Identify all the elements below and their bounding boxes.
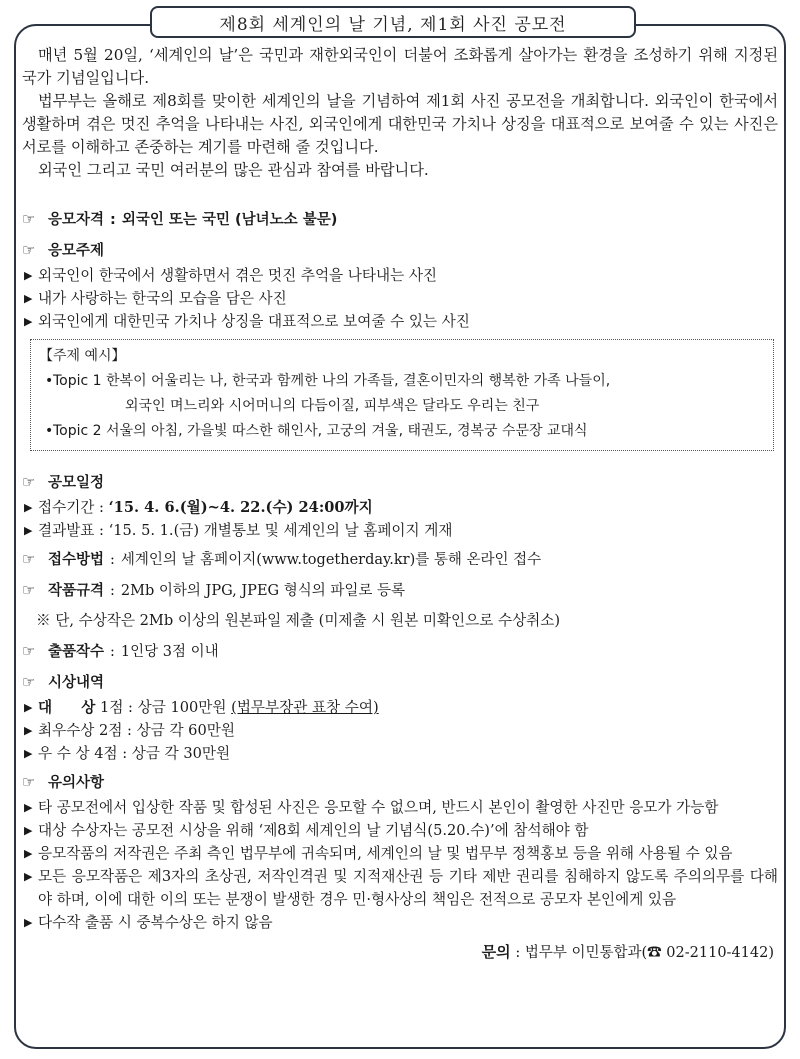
method-section: ☞ 접수방법 : 세계인의 날 홈페이지(www.togetherday.kr)를 통해 온라인 접수: [22, 546, 778, 573]
triangle-bullet-icon: ▶: [24, 315, 33, 328]
triangle-bullet-icon: ▶: [24, 701, 33, 714]
pointing-hand-icon: ☞: [22, 642, 36, 660]
section-heading: 응모주제: [48, 243, 105, 259]
section-heading: 작품규격: [48, 583, 105, 599]
intro: [22, 44, 778, 182]
theme-section: [22, 237, 778, 264]
list-item: ▶ 외국인이 한국에서 생활하면서 겪은 멋진 추억을 나타내는 사진: [22, 264, 778, 287]
topic-item-continued: 외국인 며느리와 시어머니의 다듬이질, 피부색은 달라도 우리는 친구: [125, 398, 540, 414]
section-heading: 출품작수: [48, 644, 105, 660]
inquiry-label: 문의: [481, 943, 511, 961]
list-item: ▶ 내가 사랑하는 한국의 모습을 담은 사진: [22, 287, 778, 310]
spec-value: 2Mb 이하의 JPG, JPEG 형식의 파일로 등록: [120, 583, 405, 599]
pointing-hand-icon: ☞: [22, 210, 36, 228]
topic-item: • Topic 2 서울의 아침, 가을빛 따스한 해인사, 고궁의 겨울, 태권도, 경복궁 수문장 교대식: [45, 423, 588, 439]
award-item: ▶ 우 수 상 4점 : 상금 각 30만원: [22, 742, 778, 765]
list-item: ▶ 모든 응모작품은 제3자의 초상권, 저작인격권 및 지적재산권 등 기타 제반 권리를 침해하지 않도록 주의의무를 다해야 하며, 이에 대한 이의 또는 분쟁이 발생한 경우 민·형사상의 책임은 전적으로 공모자 본인에게 있음: [22, 865, 778, 911]
triangle-bullet-icon: ▶: [24, 524, 33, 537]
pointing-hand-icon: ☞: [22, 773, 36, 791]
triangle-bullet-icon: ▶: [24, 870, 33, 883]
triangle-bullet-icon: ▶: [24, 724, 33, 737]
pointing-hand-icon: ☞: [22, 241, 36, 259]
list-item: ▶ 타 공모전에서 입상한 작품 및 합성된 사진은 응모할 수 없으며, 반드시 본인이 촬영한 사진만 응모가 가능함: [22, 796, 778, 819]
examples-label: 【주제 예시】: [39, 348, 126, 364]
section-heading: 시상내역: [48, 675, 105, 691]
section-heading: 응모자격: [48, 212, 105, 228]
notice-content: [22, 44, 778, 967]
triangle-bullet-icon: ▶: [24, 824, 33, 837]
triangle-bullet-icon: ▶: [24, 292, 33, 305]
pointing-hand-icon: ☞: [22, 673, 36, 691]
topic-item: • Topic 1 한복이 어울리는 나, 한국과 함께한 나의 가족들, 결혼이민자의 행복한 가족 나들이,: [45, 373, 611, 389]
schedule-section: [22, 469, 778, 496]
inquiry-value: 법무부 이민통합과(☎ 02-2110-4142): [524, 945, 774, 961]
triangle-bullet-icon: ▶: [24, 747, 33, 760]
pointing-hand-icon: ☞: [22, 550, 36, 568]
spec-note: ※ 단, 수상작은 2Mb 이상의 원본파일 제출 (미제출 시 원본 미확인으로 수상취소): [36, 612, 561, 629]
count-value: 1인당 3점 이내: [120, 644, 219, 660]
inquiry: 문의 : 법무부 이민통합과(☎ 02-2110-4142): [481, 943, 774, 961]
triangle-bullet-icon: ▶: [24, 269, 33, 282]
section-heading: 유의사항: [48, 775, 105, 791]
page-title: 제8회 세계인의 날 기념, 제1회 사진 공모전: [150, 6, 636, 38]
pointing-hand-icon: ☞: [22, 473, 36, 491]
intro-paragraph: [22, 90, 778, 159]
intro-text: 매년 5월 20일, ‘세계인의 날’은 국민과 재한외국인이 더불어 조화롭게 살아가는 환경을 조성하기 위해 지정된 국가 기념일입니다.: [22, 46, 778, 87]
pointing-hand-icon: ☞: [22, 581, 36, 599]
intro-paragraph: [22, 159, 778, 182]
qualification-value: 외국인 또는 국민 (남녀노소 불문): [121, 212, 338, 228]
award-item: ▶ 대 상 1점 : 상금 100만원 (법무부장관 표창 수여): [22, 696, 778, 719]
section-heading: 접수방법: [48, 552, 105, 568]
triangle-bullet-icon: ▶: [24, 801, 33, 814]
count-section: ☞ 출품작수 : 1인당 3점 이내: [22, 638, 778, 665]
topic-examples-box: [30, 339, 774, 451]
award-item: ▶ 최우수상 2점 : 상금 각 60만원: [22, 719, 778, 742]
section-heading: 공모일정: [48, 475, 105, 491]
method-value: 세계인의 날 홈페이지(www.togetherday.kr)를 통해 온라인 접수: [120, 552, 542, 568]
list-item: ▶ 대상 수상자는 공모전 시상을 위해 ‘제8회 세계인의 날 기념식(5.20.수)’에 참석해야 함: [22, 819, 778, 842]
triangle-bullet-icon: ▶: [24, 501, 33, 514]
intro-text: 외국인 그리고 국민 여러분의 많은 관심과 참여를 바랍니다.: [38, 161, 429, 179]
awards-section: [22, 669, 778, 696]
list-item: ▶ 다수작 출품 시 중복수상은 하지 않음: [22, 911, 778, 934]
triangle-bullet-icon: ▶: [24, 916, 33, 929]
list-item: ▶ 외국인에게 대한민국 가치나 상징을 대표적으로 보여줄 수 있는 사진: [22, 310, 778, 333]
list-item: ▶ 접수기간 : ‘15. 4. 6.(월)~4. 22.(수) 24:00까지: [22, 496, 778, 519]
qualification-section: ☞ 응모자격 : 외국인 또는 국민 (남녀노소 불문): [22, 206, 778, 233]
intro-paragraph: [22, 44, 778, 90]
notes-section: [22, 769, 778, 796]
spec-section: ☞ 작품규격 : 2Mb 이하의 JPG, JPEG 형식의 파일로 등록: [22, 577, 778, 604]
list-item: ▶ 결과발표 : ‘15. 5. 1.(금) 개별통보 및 세계인의 날 홈페이지 게재: [22, 519, 778, 542]
list-item: ▶ 응모작품의 저작권은 주최 측인 법무부에 귀속되며, 세계인의 날 및 법무부 정책홍보 등을 위해 사용될 수 있음: [22, 842, 778, 865]
intro-text: 법무부는 올해로 제8회를 맞이한 세계인의 날을 기념하여 제1회 사진 공모전을 개최합니다. 외국인이 한국에서 생활하며 겪은 멋진 추억을 나타내는 사진, 외국인에게 대한민국 가치나 상징을 대표적으로 보여줄 수 있는 사진은 서로를 이해하고 존중하는 계기를 마련해 줄 것입니다.: [22, 92, 778, 156]
triangle-bullet-icon: ▶: [24, 847, 33, 860]
